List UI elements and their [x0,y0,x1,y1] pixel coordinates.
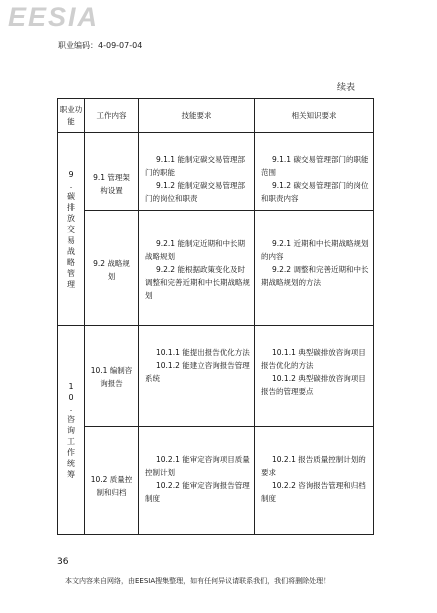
continued-label: 续表 [337,83,356,93]
knowledge-cell: 9.1.1 碳交易管理部门的职能范围 9.1.2 碳交易管理部门的岗位和职责内容 [255,133,374,211]
knowledge-cell: 9.2.1 近期和中长期战略规划的内容 9.2.2 调整和完善近期和中长期战略规划的方法 [255,211,374,326]
header-function: 职业功能 [58,99,85,133]
source-notice: 本文内容来自网络，由EESIA搜集整理，如有任何异议请联系我们，我们将删除处理！ [65,577,331,585]
page-number: 36 [57,557,69,567]
table-row [58,326,374,427]
table-header-row [58,99,374,133]
function-cell [58,326,85,535]
skills-cell: 9.2.1 能制定近期和中长期战略规划 9.2.2 能根据政策变化及时调整和完善近期和中长期战略规划 [139,211,255,326]
function-cell [58,133,85,326]
content-cell: 10.1 编制咨询报告 [85,326,139,427]
table-row [58,133,374,211]
content-cell: 9.1 管理架构设置 [85,133,139,211]
job-code: 职业编码：4-09-07-04 [58,41,143,50]
skills-cell: 10.2.1 能审定咨询项目质量控制计划 10.2.2 能审定咨询报告管理制度 [139,427,255,535]
table-row [58,211,374,326]
eesia-logo: EESIA [8,2,100,32]
knowledge-cell: 10.1.1 典型碳排放咨询项目报告优化的方法 10.1.2 典型碳排放咨询项目报告的管理要点 [255,326,374,427]
function-label: 1 0 . 咨 询 工 作 统 筹 [67,381,75,479]
header-content: 工作内容 [85,99,139,133]
header-knowledge: 相关知识要求 [255,99,374,133]
function-label: 9 . 碳 排 放 交 易 战 略 管 理 [67,169,75,289]
table-row [58,427,374,535]
knowledge-cell: 10.2.1 报告质量控制计划的要求 10.2.2 咨询报告管理和归档制度 [255,427,374,535]
header-skills: 技能要求 [139,99,255,133]
skills-cell: 9.1.1 能制定碳交易管理部门的职能 9.1.2 能制定碳交易管理部门的岗位和职责 [139,133,255,211]
skills-cell: 10.1.1 能提出报告优化方法 10.1.2 能建立咨询报告管理系统 [139,326,255,427]
content-cell: 9.2 战略规划 [85,211,139,326]
content-cell: 10.2 质量控制和归档 [85,427,139,535]
standards-table [57,98,374,535]
